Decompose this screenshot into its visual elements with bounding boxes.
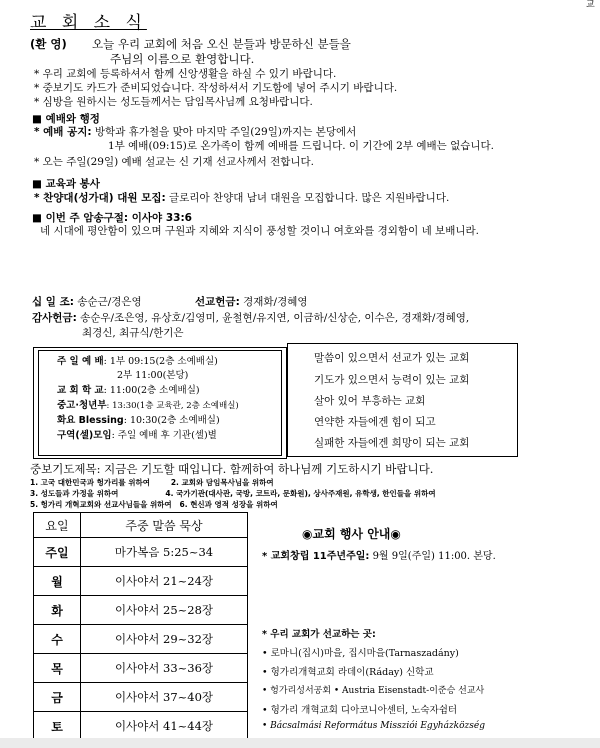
- welcome-line-2: 주님의 이름으로 환영합니다.: [110, 52, 255, 66]
- welcome-bullet: * 우리 교회에 등록하셔서 함께 신앙생활을 하실 수 있기 바랍니다.: [34, 68, 337, 80]
- worship-notice-text: 방학과 휴가철을 맞아 마지막 주일(29일)까지는 본당에서: [91, 126, 357, 138]
- table-row: [34, 654, 248, 683]
- worship-schedule-box: [33, 347, 287, 459]
- events-title: ◉교회 행사 안내◉: [302, 527, 401, 541]
- thanks-names-cont: 최경신, 최규식/한기은: [82, 327, 184, 339]
- passage-cell: 이사야서 25~28장: [81, 596, 248, 625]
- table-row: [34, 683, 248, 712]
- anniversary-label: * 교회창립 11주년주일:: [262, 551, 370, 562]
- schedule-row: 구역(셀)모임: 주일 예배 후 기관(셀)별: [57, 430, 217, 441]
- memory-verse-text: 네 시대에 평안함이 있으며 구원과 지혜와 지식이 풍성할 것이니 여호와를 경외함이 네 보배니라.: [40, 225, 479, 237]
- mission-partner-item: • 헝가리개혁교회 라데이(Ráday) 신학교: [262, 667, 434, 678]
- mission-line: [195, 296, 308, 309]
- welcome-line-1: 오늘 우리 교회에 처음 오신 분들과 방문하신 분들을: [92, 37, 351, 51]
- tithe-names: 송순근/경은영: [73, 296, 142, 308]
- schedule-row: 교 회 학 교: 11:00(2층 소예배실): [57, 385, 200, 396]
- vision-line: 살아 있어 부흥하는 교회: [314, 395, 426, 407]
- vision-line: 말씀이 있으면서 선교가 있는 교회: [314, 352, 470, 364]
- table-row: [34, 567, 248, 596]
- church-vision-box: [287, 343, 518, 457]
- table-row: [34, 538, 248, 567]
- mission-label: 선교헌금:: [195, 296, 240, 308]
- worship-notice-label: * 예배 공지:: [34, 126, 92, 138]
- schedule-row: 화요 Blessing: 10:30(2층 소예배실): [57, 415, 220, 426]
- thanks-line: [32, 312, 469, 325]
- thanks-names: 송순우/조은영, 유상호/김영미, 윤철현/유지연, 이금하/신상순, 이수은, 경재화/경혜영,: [76, 312, 470, 324]
- passage-cell: 이사야서 41~44장: [81, 712, 248, 741]
- tithe-label: 십 일 조:: [32, 296, 74, 308]
- education-heading: ■ 교육과 봉사: [32, 178, 100, 190]
- day-cell: 목: [34, 654, 81, 683]
- passage-cell: 이사야서 21~24장: [81, 567, 248, 596]
- passage-cell: 이사야서 37~40장: [81, 683, 248, 712]
- memory-verse-heading: ■ 이번 주 암송구절: 이사야 33:6: [32, 212, 192, 224]
- mission-names: 경재화/경혜영: [239, 296, 308, 308]
- prayer-title: 중보기도제목: 지금은 기도할 때입니다. 함께하여 하나님께 기도하시기 바랍니다.: [30, 462, 434, 476]
- bible-reading-table: [33, 512, 248, 741]
- day-header: 요일: [34, 513, 81, 538]
- worship-notice-cont: 1부 예배(09:15)로 온가족이 함께 예배를 드립니다. 이 기간에 2부 예배는 없습니다.: [108, 140, 495, 152]
- day-cell: 금: [34, 683, 81, 712]
- welcome-bullet: * 중보기도 카드가 준비되었습니다. 작성하셔서 기도함에 넣어 주시기 바랍니다.: [34, 82, 398, 94]
- mission-partner-item: • 헝가리성서공회 • Austria Eisenstadt-이준승 선교사: [262, 686, 485, 696]
- day-cell: 수: [34, 625, 81, 654]
- choir-label: * 찬양대(성가대) 대원 모집:: [34, 192, 166, 204]
- page-mark: 교: [586, 0, 595, 10]
- passage-cell: 마가복음 5:25~34: [81, 538, 248, 567]
- mission-partner-item: • 로마니(집시)마을, 집시마을(Tarnaszadány): [262, 648, 459, 659]
- mission-partner-item: • 헝가리 개혁교회 디아코니아센터, 노숙자쉼터: [262, 705, 458, 716]
- choir-text: 글로리아 찬양대 남녀 대원을 모집합니다. 많은 지원바랍니다.: [165, 192, 450, 204]
- mission-partner-item: • Bácsalmási Református Missziói Egyházközség: [262, 721, 486, 731]
- day-cell: 화: [34, 596, 81, 625]
- vision-line: 실패한 자들에겐 희망이 되는 교회: [314, 437, 470, 449]
- welcome-label: (환 영): [30, 37, 67, 51]
- page-title: 교 회 소 식: [30, 13, 147, 33]
- prayer-item: 5. 헝가리 개혁교회와 선교사님들을 위하여 6. 현신과 영적 성장을 위하여: [30, 500, 278, 509]
- vision-line: 연약한 자들에겐 힘이 되고: [314, 416, 436, 428]
- mission-partners-heading: * 우리 교회가 선교하는 곳:: [262, 629, 376, 640]
- worship-heading: ■ 예배와 행정: [32, 113, 100, 125]
- welcome-bullet: * 심방을 원하시는 성도들께서는 담임목사님께 요청바랍니다.: [34, 96, 313, 108]
- tithe-line: [32, 296, 142, 309]
- page-footer-strip: [0, 738, 600, 748]
- schedule-row: 주 일 예 배: 1부 09:15(2층 소예배실): [57, 356, 218, 367]
- choir-notice: [34, 192, 449, 205]
- passage-cell: 이사야서 29~32장: [81, 625, 248, 654]
- table-row: [34, 596, 248, 625]
- vision-line: 기도가 있으면서 능력이 있는 교회: [314, 374, 470, 386]
- anniversary-line: [262, 547, 496, 562]
- next-sermon: * 오는 주일(29일) 예배 설교는 신 기재 선교사께서 전합니다.: [34, 156, 314, 168]
- day-cell: 주일: [34, 538, 81, 567]
- schedule-row: 중고·청년부: 13:30(1층 교육관, 2층 소예배실): [57, 400, 239, 411]
- table-row: [34, 625, 248, 654]
- thanks-label: 감사헌금:: [32, 312, 77, 324]
- anniversary-text: 9월 9일(주일) 11:00. 본당.: [369, 551, 496, 562]
- table-row: [34, 712, 248, 741]
- day-cell: 월: [34, 567, 81, 596]
- passage-cell: 이사야서 33~36장: [81, 654, 248, 683]
- table-header-row: [34, 513, 248, 538]
- worship-schedule-inner: [38, 350, 282, 456]
- reading-header: 주중 말씀 묵상: [81, 513, 248, 538]
- schedule-row: 2부 11:00(본당): [117, 370, 189, 381]
- prayer-item: 3. 성도들과 가정을 위하여 4. 국가기관(대사관, 국방, 코트라, 문화원), 상사주재원, 유학생, 한인들을 위하여: [30, 489, 436, 498]
- day-cell: 토: [34, 712, 81, 741]
- prayer-item: 1. 고국 대한민국과 헝가리를 위하여 2. 교회와 담임목사님을 위하여: [30, 478, 274, 487]
- worship-notice: [34, 126, 356, 139]
